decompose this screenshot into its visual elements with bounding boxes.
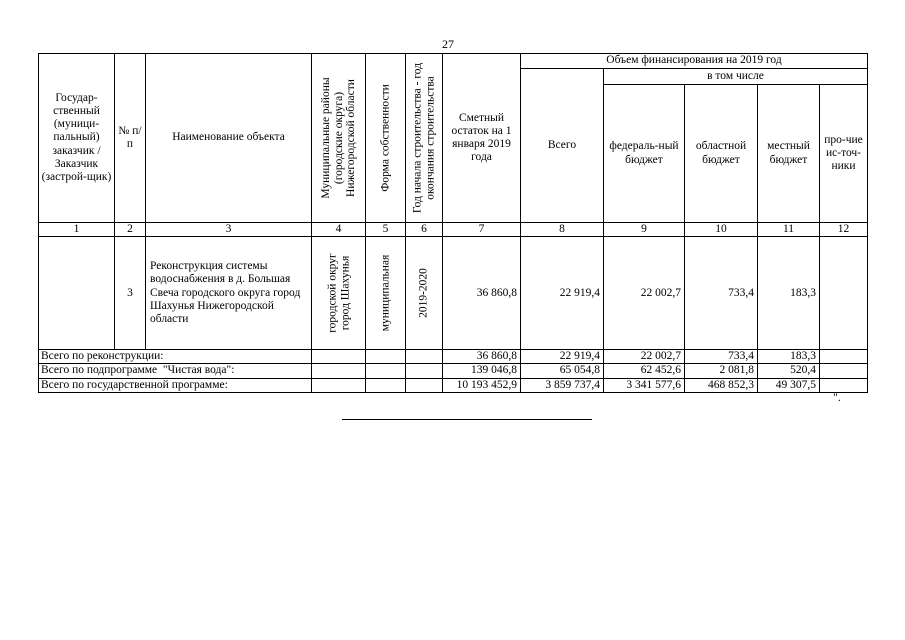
empty-cell bbox=[820, 364, 868, 378]
object-other bbox=[820, 237, 868, 350]
total-reconstruction-total: 22 919,4 bbox=[521, 350, 604, 364]
header-federal: федераль-ный бюджет bbox=[604, 85, 685, 223]
column-number: 12 bbox=[820, 223, 868, 237]
empty-cell bbox=[366, 350, 406, 364]
header-municipality-text: Муниципальные районы (городские округа) Нижегородской области bbox=[319, 77, 357, 199]
total-subprogram-label: Всего по подпрограмме "Чистая вода": bbox=[39, 364, 312, 378]
total-program-label: Всего по государственной программе: bbox=[39, 378, 312, 392]
column-number: 10 bbox=[685, 223, 758, 237]
total-reconstruction-federal: 22 002,7 bbox=[604, 350, 685, 364]
total-program-local: 49 307,5 bbox=[758, 378, 820, 392]
object-ownership-text: муниципальная bbox=[379, 254, 392, 332]
total-program-regional: 468 852,3 bbox=[685, 378, 758, 392]
total-subprogram-balance: 139 046,8 bbox=[443, 364, 521, 378]
object-federal: 22 002,7 bbox=[604, 237, 685, 350]
empty-cell bbox=[366, 364, 406, 378]
object-ownership bbox=[366, 237, 406, 350]
object-municipality-text: городской округ город Шахунья bbox=[325, 253, 351, 333]
object-num: 3 bbox=[115, 237, 146, 350]
total-reconstruction-label: Всего по реконструкции: bbox=[39, 350, 312, 364]
total-subprogram-federal: 62 452,6 bbox=[604, 364, 685, 378]
object-balance: 36 860,8 bbox=[443, 237, 521, 350]
empty-cell bbox=[366, 378, 406, 392]
empty-cell bbox=[406, 350, 443, 364]
column-number: 7 bbox=[443, 223, 521, 237]
object-name: Реконструкция системы водоснабжения в д. Большая Свеча городского округа город Шахунья Нижегородской области bbox=[146, 237, 312, 350]
empty-cell bbox=[820, 350, 868, 364]
header-financing: Объем финансирования на 2019 год bbox=[521, 54, 868, 69]
header-num: № п/п bbox=[115, 54, 146, 223]
empty-cell bbox=[820, 378, 868, 392]
empty-cell bbox=[312, 378, 366, 392]
column-number: 5 bbox=[366, 223, 406, 237]
total-program-federal: 3 341 577,6 bbox=[604, 378, 685, 392]
column-number: 1 bbox=[39, 223, 115, 237]
financing-table bbox=[38, 53, 868, 393]
empty-cell bbox=[312, 364, 366, 378]
empty-cell bbox=[406, 364, 443, 378]
column-number: 8 bbox=[521, 223, 604, 237]
total-reconstruction-balance: 36 860,8 bbox=[443, 350, 521, 364]
column-number: 3 bbox=[146, 223, 312, 237]
header-customer: Государ-ственный (муници-пальный) заказчик / Заказчик (застрой-щик) bbox=[39, 54, 115, 223]
header-other: про-чие ис-точ-ники bbox=[820, 85, 868, 223]
column-number: 6 bbox=[406, 223, 443, 237]
page-number: 27 bbox=[442, 37, 454, 51]
header-object-name: Наименование объекта bbox=[146, 54, 312, 223]
header-total: Всего bbox=[521, 69, 604, 223]
header-local: местный бюджет bbox=[758, 85, 820, 223]
header-ownership bbox=[366, 54, 406, 223]
total-program-total: 3 859 737,4 bbox=[521, 378, 604, 392]
header-years bbox=[406, 54, 443, 223]
signature-rule bbox=[342, 419, 592, 420]
total-subprogram-regional: 2 081,8 bbox=[685, 364, 758, 378]
column-number: 9 bbox=[604, 223, 685, 237]
header-ownership-text: Форма собственности bbox=[379, 84, 392, 192]
total-subprogram-local: 520,4 bbox=[758, 364, 820, 378]
object-total: 22 919,4 bbox=[521, 237, 604, 350]
object-regional: 733,4 bbox=[685, 237, 758, 350]
total-reconstruction-local: 183,3 bbox=[758, 350, 820, 364]
total-subprogram-total: 65 054,8 bbox=[521, 364, 604, 378]
object-customer-cell bbox=[39, 237, 115, 350]
header-regional: областной бюджет bbox=[685, 85, 758, 223]
column-number: 11 bbox=[758, 223, 820, 237]
header-including: в том числе bbox=[604, 69, 868, 85]
empty-cell bbox=[312, 350, 366, 364]
total-program-balance: 10 193 452,9 bbox=[443, 378, 521, 392]
column-number: 4 bbox=[312, 223, 366, 237]
object-local: 183,3 bbox=[758, 237, 820, 350]
object-municipality bbox=[312, 237, 366, 350]
header-municipality bbox=[312, 54, 366, 223]
empty-cell bbox=[406, 378, 443, 392]
header-balance: Сметный остаток на 1 января 2019 года bbox=[443, 54, 521, 223]
column-number: 2 bbox=[115, 223, 146, 237]
object-years bbox=[406, 237, 443, 350]
header-years-text: Год начала строительства - год окончания строительства bbox=[411, 62, 436, 214]
total-reconstruction-regional: 733,4 bbox=[685, 350, 758, 364]
object-years-text: 2019-2020 bbox=[417, 268, 430, 319]
closing-quote: ". bbox=[833, 390, 841, 404]
